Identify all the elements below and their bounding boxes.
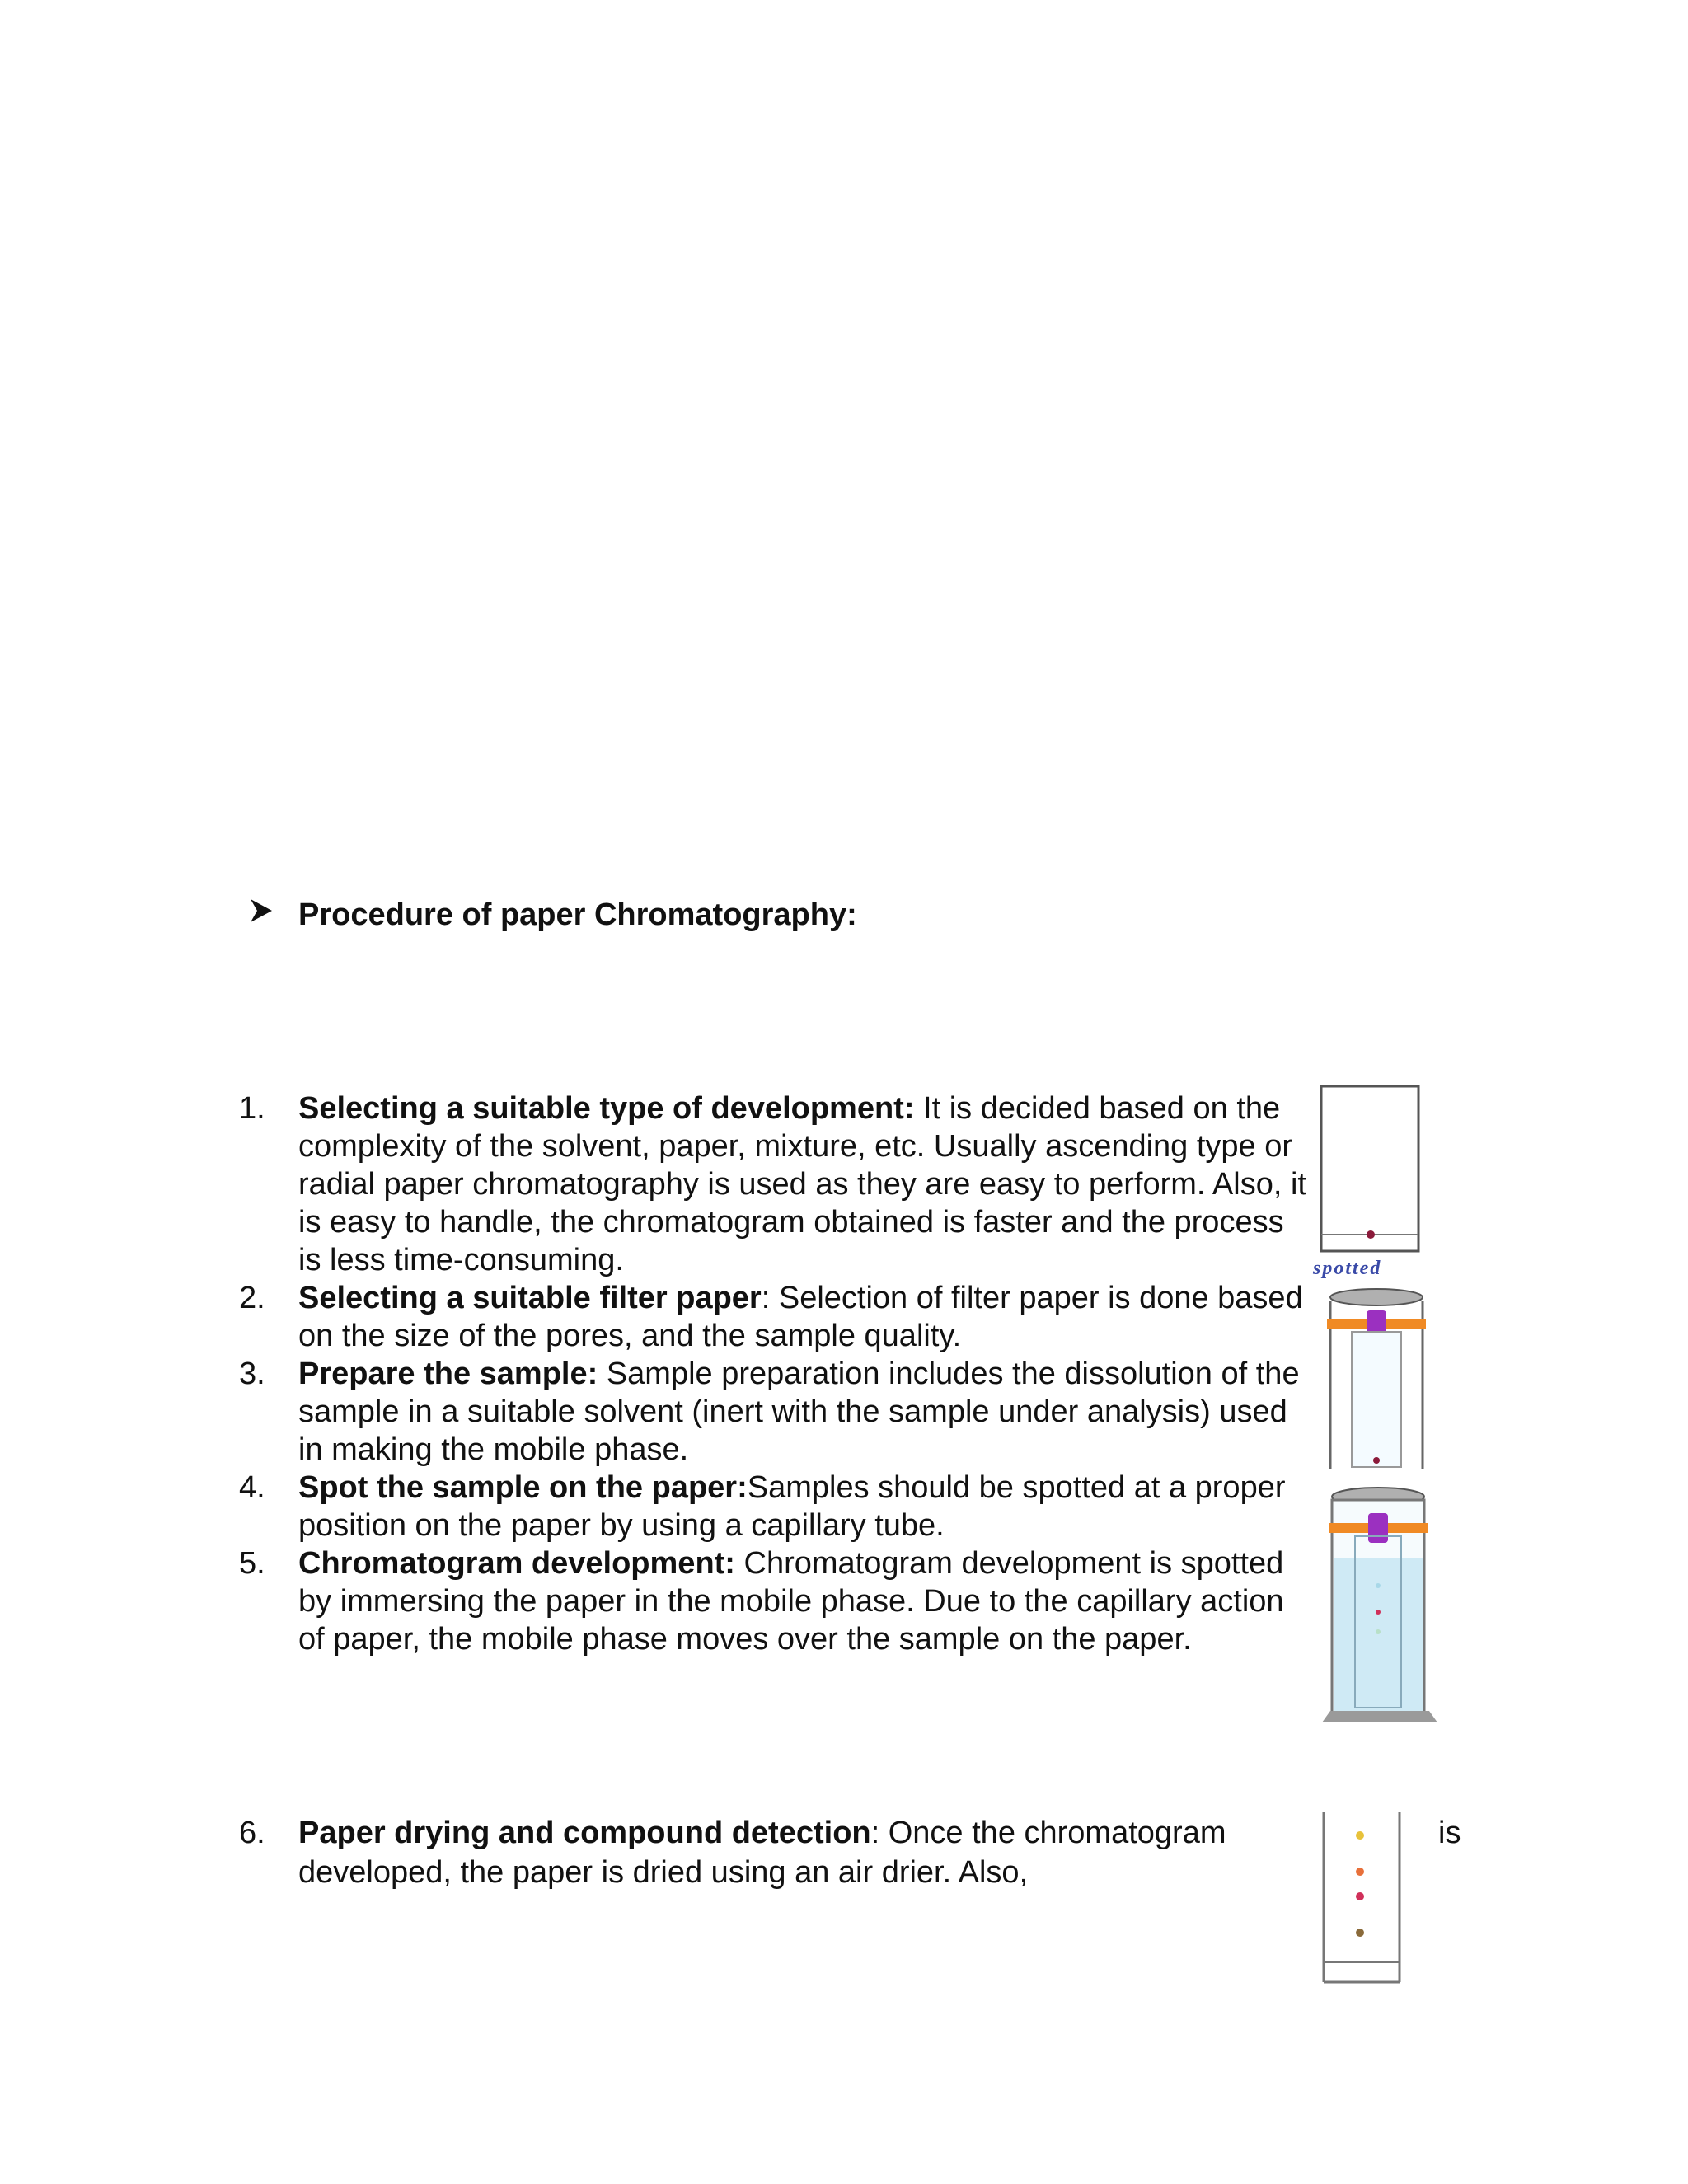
list-item-body: Sample preparation includes the dissolution of the sample in a suitable solvent (inert with the sample under analysis) used in making the mobile phase. <box>298 1357 1300 1467</box>
list-item-title: Spot the sample on the paper: <box>298 1470 748 1505</box>
list-item <box>239 1813 1311 1892</box>
list-item-text <box>298 1355 1311 1469</box>
list-item <box>239 1279 1311 1355</box>
developed-chromatogram-figure <box>1311 1809 1409 1994</box>
compound-spot-brown <box>1356 1929 1364 1937</box>
list-item-body: It is decided based on the complexity of the solvent, paper, mixture, etc. Usually ascending type or radial paper chromatography is used as they are easy to perform. Also, it is easy to handle, the chromatogram obtained is faster and the process is less time-consuming. <box>298 1091 1306 1277</box>
sample-spot <box>1373 1457 1380 1464</box>
compound-spot-yellow <box>1356 1831 1364 1840</box>
list-item-body: : Once the chromatogram developed, the paper is dried using an air drier. Also, <box>298 1816 1226 1890</box>
list-item-text <box>298 1090 1311 1279</box>
paper-strip <box>1352 1332 1401 1467</box>
spotted-label: spotted <box>1313 1258 1382 1279</box>
list-item-number: 1. <box>239 1091 265 1126</box>
list-item-text <box>298 1279 1311 1355</box>
list-item-title: Chromatogram development: <box>298 1546 735 1581</box>
mobile-phase <box>1334 1558 1423 1714</box>
list-item-title: Selecting a suitable type of development: <box>298 1091 915 1126</box>
list-item-number: 5. <box>239 1546 265 1581</box>
list-item <box>239 1355 1311 1469</box>
list-item-title: Prepare the sample: <box>298 1357 598 1391</box>
spotted-paper-figure <box>1298 1080 1438 1290</box>
list-item-text <box>298 1544 1311 1658</box>
compound-spot <box>1376 1610 1381 1615</box>
cylinder-base <box>1322 1711 1437 1722</box>
list-item <box>239 1469 1311 1544</box>
list-item-text <box>298 1469 1311 1544</box>
section-heading-text: Procedure of paper Chromatography: <box>298 897 857 932</box>
list-item-number: 6. <box>239 1816 265 1850</box>
list-item-title: Paper drying and compound detection <box>298 1816 871 1850</box>
list-item <box>239 1090 1311 1279</box>
chromatography-cylinder-figure <box>1319 1286 1434 1479</box>
arrow-bullet-icon <box>247 897 280 933</box>
paper-strip <box>1321 1086 1418 1251</box>
list-item-number: 3. <box>239 1357 265 1391</box>
procedure-steps-list <box>239 1090 1311 1658</box>
list-item-body: Samples should be spotted at a proper position on the paper by using a capillary tube. <box>298 1470 1286 1543</box>
paper-clamp <box>1368 1513 1388 1543</box>
sample-spot <box>1367 1230 1375 1239</box>
section-heading <box>247 897 857 933</box>
list-item-text <box>298 1813 1311 1892</box>
list-item-number: 4. <box>239 1470 265 1505</box>
list-item-title: Selecting a suitable filter paper <box>298 1281 762 1315</box>
list-item-number: 2. <box>239 1281 265 1315</box>
list-item-body: Chromatogram development is spotted by immersing the paper in the mobile phase. Due to the capillary action of paper, the mobile phase moves over the sample on the paper. <box>298 1546 1284 1657</box>
procedure-step-6 <box>239 1813 1311 1892</box>
compound-spot-pink <box>1356 1892 1364 1900</box>
cylinder-lid <box>1330 1289 1423 1305</box>
development-cylinder-figure <box>1319 1483 1442 1735</box>
compound-spot-orange <box>1356 1868 1364 1876</box>
list-item <box>239 1544 1311 1658</box>
trailing-word: is <box>1438 1816 1461 1850</box>
list-item-body: : Selection of filter paper is done based on the size of the pores, and the sample quality. <box>298 1281 1303 1353</box>
